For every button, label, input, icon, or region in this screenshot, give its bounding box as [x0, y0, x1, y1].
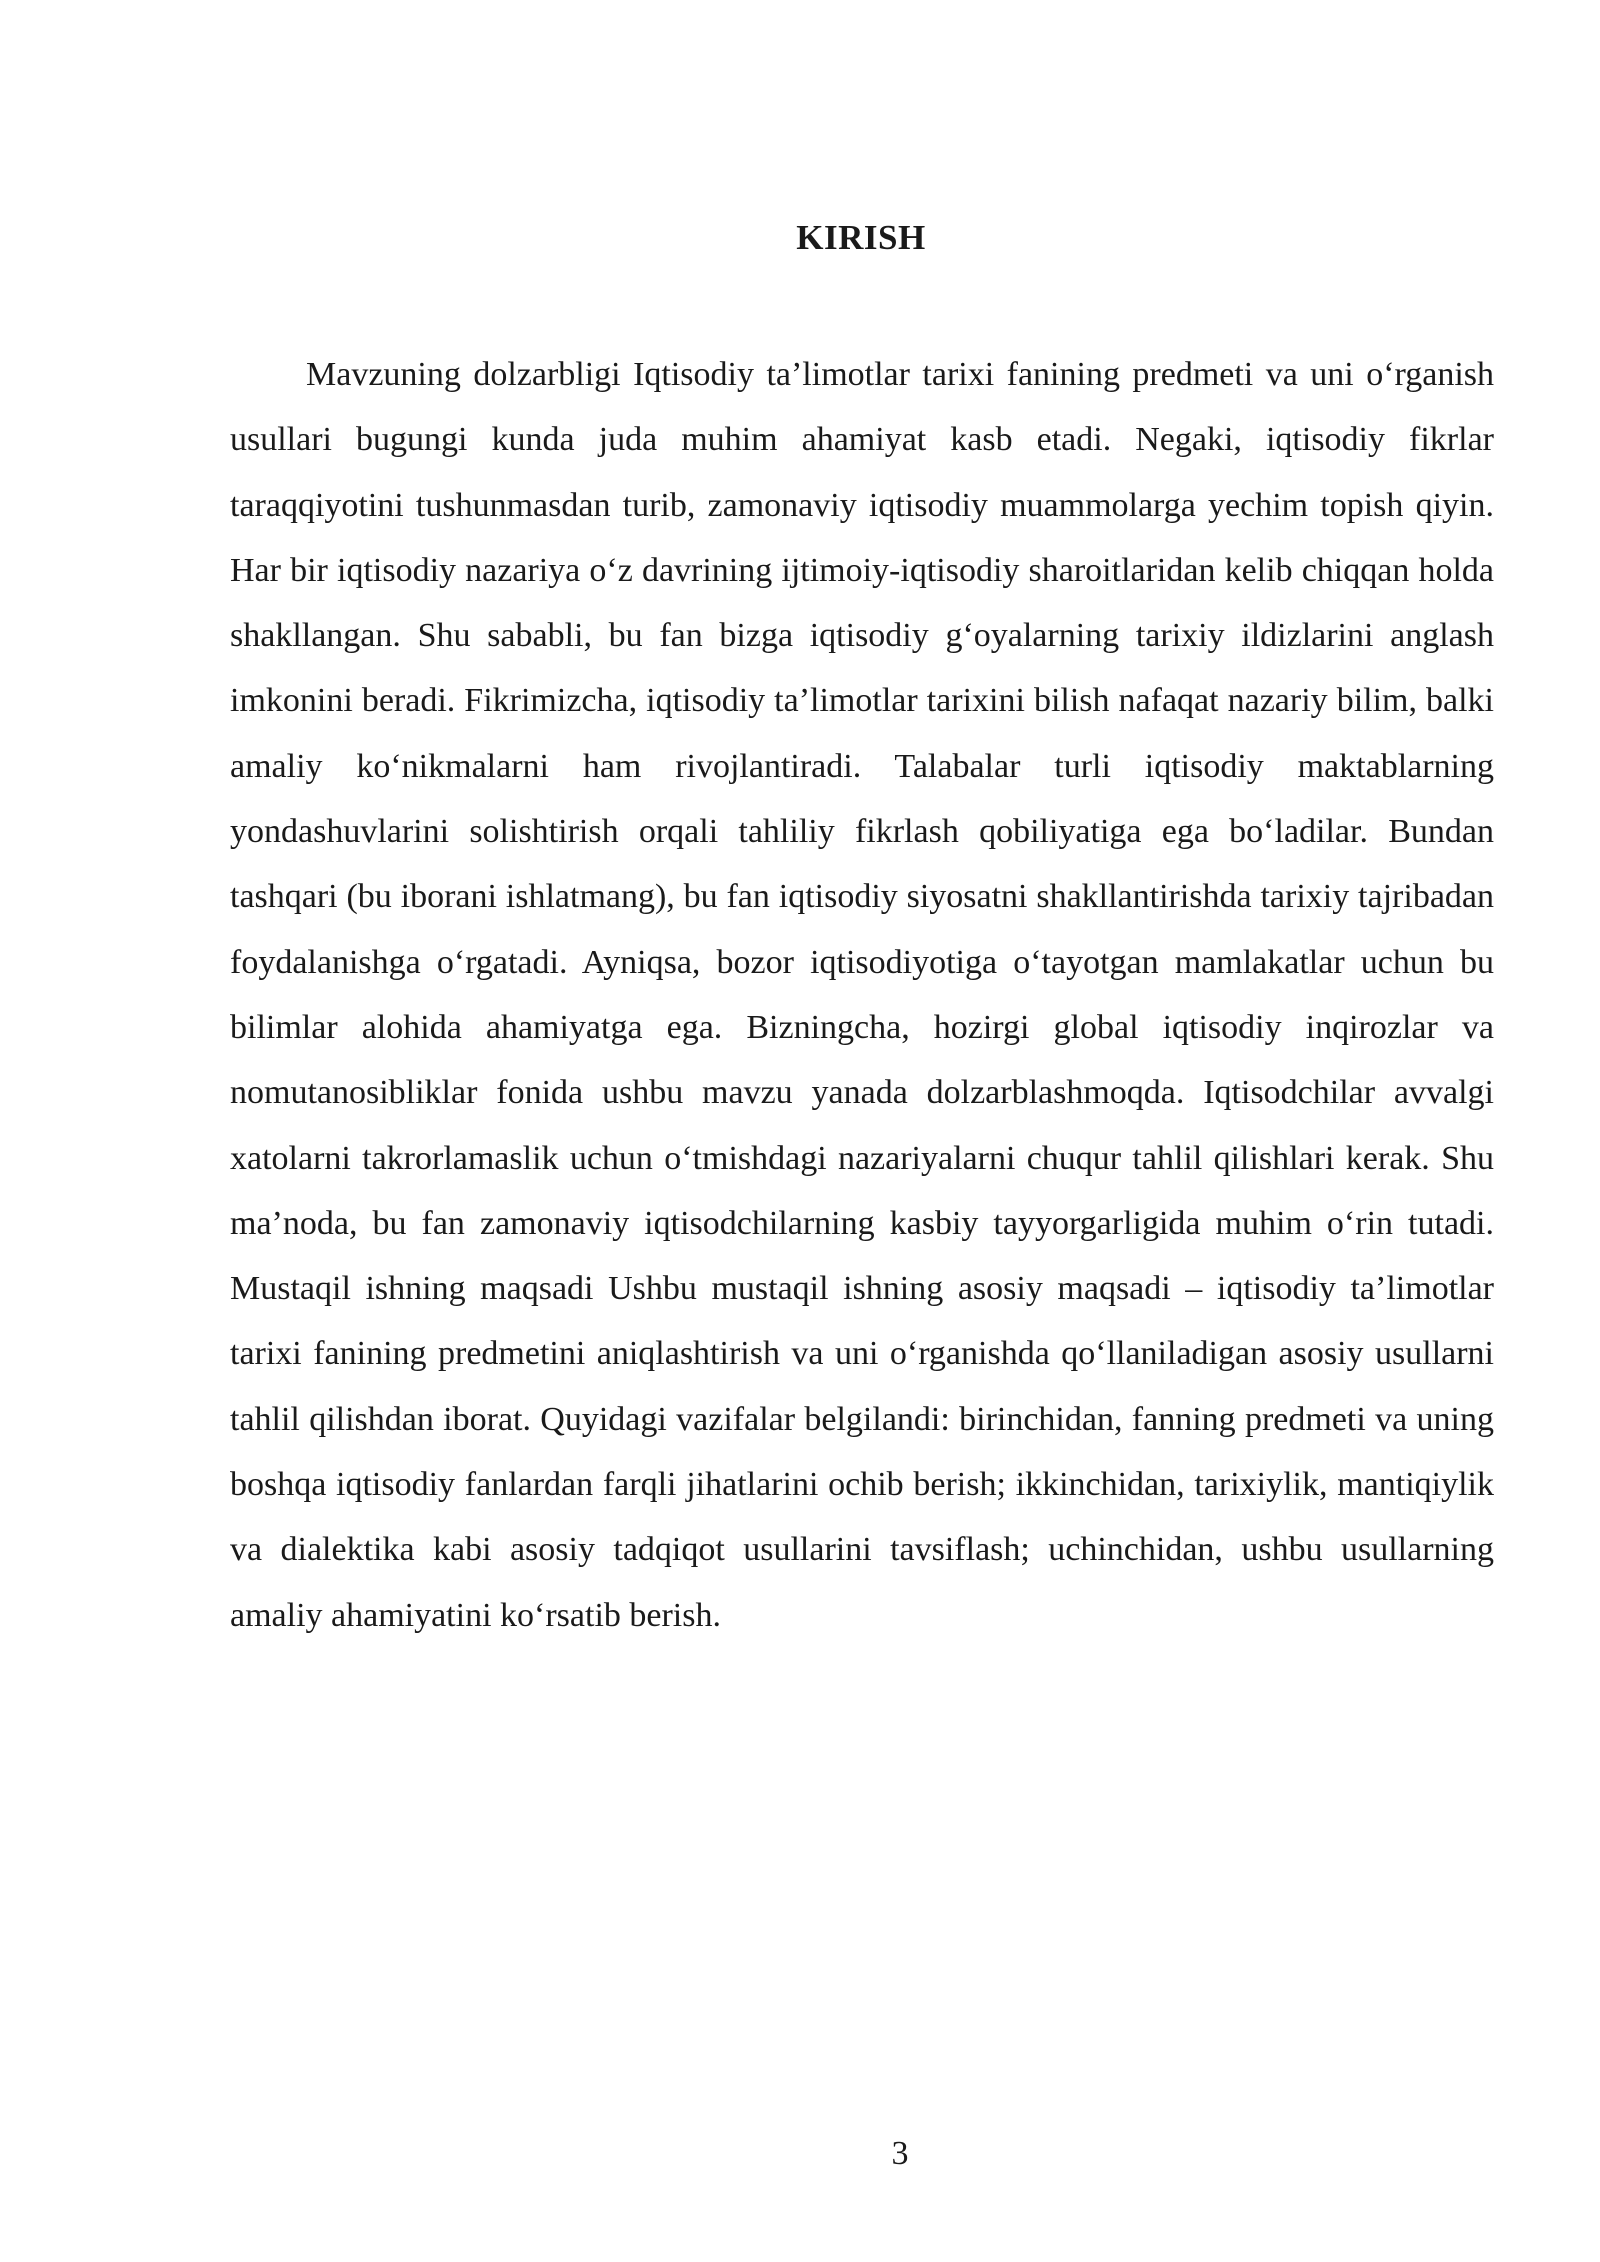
section-title: KIRISH	[796, 218, 926, 257]
body-paragraph: Mavzuning dolzarbligi Iqtisodiy ta’limotlar tarixi fanining predmeti va uni o‘rganish usullari bugungi kunda juda muhim ahamiyat kasb etadi. Negaki, iqtisodiy fikrlar taraqqiyotini tushunmasdan turib, zamonaviy iqtisodiy muammolarga yechim topish qiyin. Har bir iqtisodiy nazariya o‘z davrining ijtimoiy-iqtisodiy sharoitlaridan kelib chiqqan holda shakllangan. Shu sababli, bu fan bizga iqtisodiy g‘oyalarning tarixiy ildizlarini anglash imkonini beradi. Fikrimizcha, iqtisodiy ta’limotlar tarixini bilish nafaqat nazariy bilim, balki amaliy ko‘nikmalarni ham rivojlantiradi. Talabalar turli iqtisodiy maktablarning yondashuvlarini solishtirish orqali tahliliy fikrlash qobiliyatiga ega bo‘ladilar. Bundan tashqari (bu iborani ishlatmang), bu fan iqtisodiy siyosatni shakllantirishda tarixiy tajribadan foydalanishga o‘rgatadi. Ayniqsa, bozor iqtisodiyotiga o‘tayotgan mamlakatlar uchun bu bilimlar alohida ahamiyatga ega. Bizningcha, hozirgi global iqtisodiy inqirozlar va nomutanosibliklar fonida ushbu mavzu yanada dolzarblashmoqda. Iqtisodchilar avvalgi xatolarni takrorlamaslik uchun o‘tmishdagi nazariyalarni chuqur tahlil qilishlari kerak. Shu ma’noda, bu fan zamonaviy iqtisodchilarning kasbiy tayyorgarligida muhim o‘rin tutadi. Mustaqil ishning maqsadi Ushbu mustaqil ishning asosiy maqsadi – iqtisodiy ta’limotlar tarixi fanining predmetini aniqlashtirish va uni o‘rganishda qo‘llaniladigan asosiy usullarni tahlil qilishdan iborat. Quyidagi vazifalar belgilandi: birinchidan, fanning predmeti va uning boshqa iqtisodiy fanlardan farqli jihatlarini ochib berish; ikkinchidan, tarixiylik, mantiqiylik va dialektika kabi asosiy tadqiqot usullarini tavsiflash; uchinchidan, ushbu usullarning amaliy ahamiyatini ko‘rsatib berish.	[230, 356, 1494, 1634]
page-number: 3	[891, 2135, 909, 2172]
